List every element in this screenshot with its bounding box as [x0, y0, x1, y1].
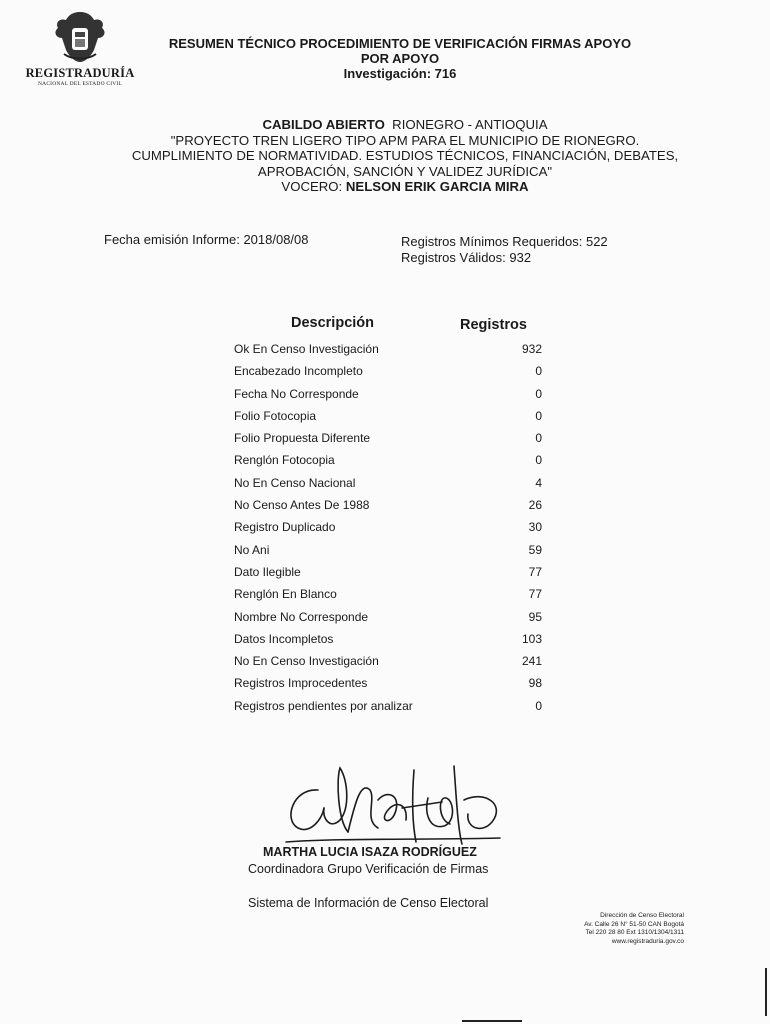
office-address: [584, 912, 684, 946]
signatory-name: MARTHA LUCIA ISAZA RODRÍGUEZ: [263, 845, 477, 859]
address-line-3: Tel 220 28 80 Ext 1310/1304/1311: [585, 929, 684, 936]
row-records: 59: [528, 542, 542, 557]
row-records: 98: [528, 676, 542, 691]
scan-mark: [462, 1020, 522, 1022]
row-records: 77: [528, 564, 542, 579]
scan-edge: [765, 968, 767, 1016]
row-description: No En Censo Nacional: [234, 475, 356, 490]
row-description: Dato Ilegible: [234, 564, 301, 579]
row-description: Nombre No Corresponde: [234, 609, 369, 624]
row-description: Registros pendientes por analizar: [234, 698, 413, 713]
records-summary: [401, 234, 608, 266]
row-records: 932: [521, 342, 542, 356]
row-description: Registro Duplicado: [234, 520, 336, 535]
row-description: Folio Propuesta Diferente: [234, 431, 371, 446]
table-row: [234, 362, 544, 384]
row-records: 0: [535, 386, 542, 401]
valid-records: Registros Válidos: 932: [401, 250, 532, 265]
row-records: 0: [535, 431, 542, 446]
records-table: [234, 340, 544, 719]
row-description: Fecha No Corresponde: [234, 386, 359, 401]
table-row: [234, 407, 544, 429]
handwritten-signature: [278, 760, 508, 855]
row-records: 0: [535, 698, 542, 713]
table-row: [234, 518, 544, 540]
table-row: [234, 340, 544, 362]
table-row: [234, 697, 544, 719]
issue-date: Fecha emisión Informe: 2018/08/08: [104, 232, 309, 247]
table-row: [234, 474, 544, 496]
row-records: 4: [535, 475, 542, 490]
row-description: No Ani: [234, 542, 270, 557]
system-name: Sistema de Información de Censo Electoral: [248, 896, 489, 910]
column-header-records: Registros: [460, 317, 527, 333]
row-records: 77: [528, 587, 542, 602]
address-line-4: www.registraduria.gov.co: [611, 937, 684, 945]
row-description: Renglón Fotocopia: [234, 453, 335, 468]
case-type: CABILDO ABIERTO: [262, 117, 385, 132]
project-line-2: CUMPLIMIENTO DE NORMATIVIDAD. ESTUDIOS TÉCNICOS, FINANCIACIÓN, DEBATES,: [131, 148, 679, 163]
row-description: Datos Incompletos: [234, 631, 334, 646]
case-location: RIONEGRO - ANTIOQUIA: [392, 117, 548, 132]
row-records: 103: [521, 631, 542, 646]
row-records: 241: [521, 654, 542, 669]
row-description: Ok En Censo Investigación: [234, 342, 379, 356]
header-subtitle: POR APOYO: [360, 51, 440, 66]
table-row: [234, 585, 544, 607]
row-description: Encabezado Incompleto: [234, 364, 363, 379]
table-row: [234, 563, 544, 585]
table-row: [234, 429, 544, 451]
header-title: RESUMEN TÉCNICO PROCEDIMIENTO DE VERIFICACIÓN FIRMAS APOYO: [168, 36, 632, 51]
address-line-2: Av. Calle 26 N° 51-50 CAN Bogotá: [584, 920, 684, 928]
table-row: [234, 674, 544, 696]
row-records: 30: [528, 520, 542, 535]
spokesperson-label: VOCERO:: [281, 179, 343, 194]
row-description: Renglón En Blanco: [234, 587, 337, 602]
project-line-1: "PROYECTO TREN LIGERO TIPO APM PARA EL MUNICIPIO DE RIONEGRO.: [170, 132, 640, 148]
logo-subtitle: NACIONAL DEL ESTADO CIVIL: [37, 81, 123, 87]
table-row: [234, 652, 544, 674]
logo-name: REGISTRADURÍA: [25, 66, 135, 80]
project-line-3: APROBACIÓN, SANCIÓN Y VALIDEZ JURÍDICA": [257, 163, 553, 179]
report-header: [100, 36, 700, 81]
table-row: [234, 630, 544, 652]
row-records: 0: [535, 453, 542, 468]
row-description: No En Censo Investigación: [234, 654, 379, 669]
spokesperson-name: NELSON ERIK GARCIA MIRA: [345, 179, 529, 194]
minimum-required-records: Registros Mínimos Requeridos: 522: [401, 234, 608, 249]
address-line-1: Dirección de Censo Electoral: [600, 912, 684, 919]
case-details: [60, 117, 750, 195]
table-row: [234, 608, 544, 630]
signatory-role: Coordinadora Grupo Verificación de Firmas: [248, 862, 489, 876]
table-row: [234, 541, 544, 563]
investigation-number: Investigación: 716: [343, 66, 457, 81]
row-description: Folio Fotocopia: [234, 408, 317, 423]
row-description: Registros Improcedentes: [234, 676, 368, 691]
row-records: 26: [528, 498, 542, 513]
row-description: No Censo Antes De 1988: [234, 498, 370, 513]
row-records: 0: [535, 364, 542, 379]
row-records: 0: [535, 408, 542, 423]
table-row: [234, 385, 544, 407]
table-row: [234, 451, 544, 473]
column-header-description: Descripción: [291, 315, 374, 331]
table-row: [234, 496, 544, 518]
row-records: 95: [528, 609, 542, 624]
